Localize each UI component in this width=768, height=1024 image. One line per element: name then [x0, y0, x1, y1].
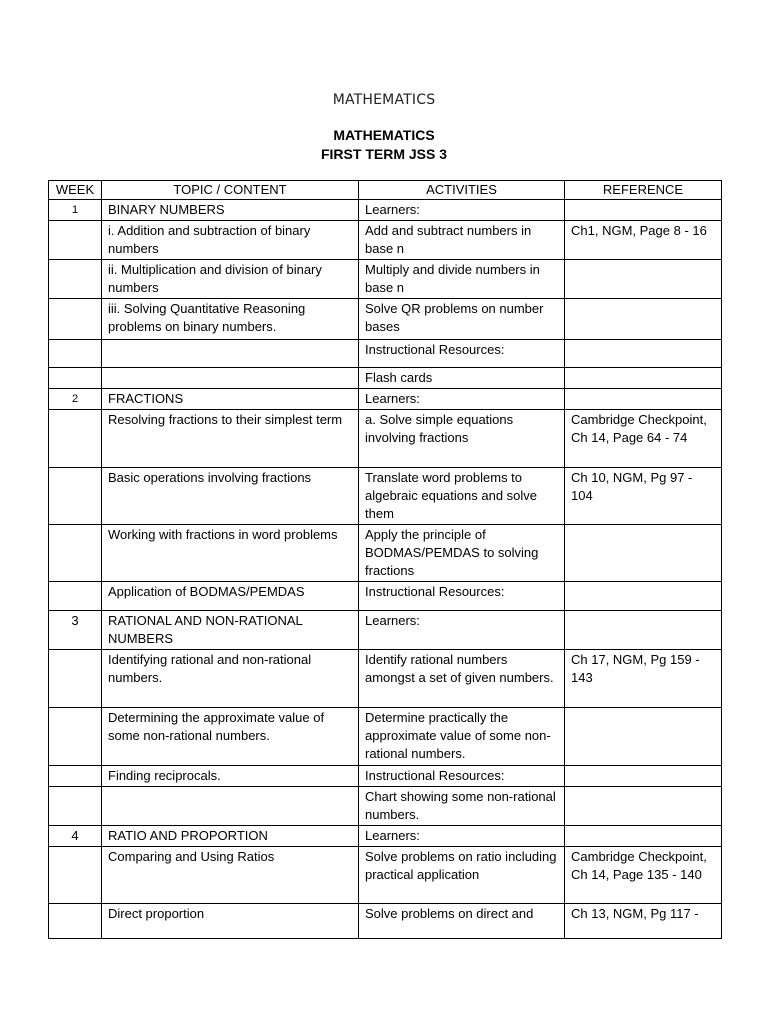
- week-cell: [49, 299, 102, 340]
- topic-cell: BINARY NUMBERS: [102, 200, 359, 221]
- table-row: [49, 582, 722, 611]
- column-header-week: WEEK: [49, 181, 102, 200]
- topic-cell: ii. Multiplication and division of binary numbers: [102, 260, 359, 299]
- topic-cell: FRACTIONS: [102, 389, 359, 410]
- week-cell: [49, 847, 102, 904]
- activity-cell: Determine practically the approximate value of some non-rational numbers.: [359, 708, 565, 766]
- reference-cell: Ch1, NGM, Page 8 - 16: [565, 221, 722, 260]
- reference-cell: [565, 582, 722, 611]
- topic-cell: Working with fractions in word problems: [102, 525, 359, 582]
- reference-cell: Cambridge Checkpoint, Ch 14, Page 135 - 140: [565, 847, 722, 904]
- reference-cell: [565, 826, 722, 847]
- table-header-row: [49, 181, 722, 200]
- reference-cell: [565, 299, 722, 340]
- activity-cell: Learners:: [359, 611, 565, 650]
- reference-cell: [565, 525, 722, 582]
- activity-cell: Learners:: [359, 200, 565, 221]
- topic-cell: iii. Solving Quantitative Reasoning problems on binary numbers.: [102, 299, 359, 340]
- topic-cell: Determining the approximate value of some non-rational numbers.: [102, 708, 359, 766]
- reference-cell: Ch 10, NGM, Pg 97 - 104: [565, 468, 722, 525]
- topic-cell: [102, 340, 359, 368]
- column-header-reference: REFERENCE: [565, 181, 722, 200]
- document-title: [0, 126, 768, 164]
- topic-cell: Direct proportion: [102, 904, 359, 939]
- reference-cell: [565, 200, 722, 221]
- week-cell: [49, 410, 102, 468]
- activity-cell: Solve QR problems on number bases: [359, 299, 565, 340]
- table-row: [49, 368, 722, 389]
- activity-cell: Instructional Resources:: [359, 766, 565, 787]
- week-cell: [49, 582, 102, 611]
- activity-cell: Instructional Resources:: [359, 340, 565, 368]
- table-row: [49, 260, 722, 299]
- table-row: [49, 200, 722, 221]
- topic-cell: i. Addition and subtraction of binary numbers: [102, 221, 359, 260]
- activity-cell: Solve problems on direct and: [359, 904, 565, 939]
- week-cell: 1: [49, 200, 102, 221]
- table-row: [49, 525, 722, 582]
- activity-cell: Flash cards: [359, 368, 565, 389]
- reference-cell: [565, 787, 722, 826]
- activity-cell: Apply the principle of BODMAS/PEMDAS to solving fractions: [359, 525, 565, 582]
- week-cell: [49, 708, 102, 766]
- week-cell: 3: [49, 611, 102, 650]
- activity-cell: Solve problems on ratio including practical application: [359, 847, 565, 904]
- reference-cell: Cambridge Checkpoint, Ch 14, Page 64 - 74: [565, 410, 722, 468]
- week-cell: [49, 468, 102, 525]
- column-header-topic: TOPIC / CONTENT: [102, 181, 359, 200]
- activity-cell: Add and subtract numbers in base n: [359, 221, 565, 260]
- page-header: MATHEMATICS: [332, 92, 436, 108]
- topic-cell: Resolving fractions to their simplest term: [102, 410, 359, 468]
- week-cell: [49, 340, 102, 368]
- topic-cell: Application of BODMAS/PEMDAS: [102, 582, 359, 611]
- activity-cell: a. Solve simple equations involving fractions: [359, 410, 565, 468]
- week-cell: [49, 650, 102, 708]
- week-cell: [49, 221, 102, 260]
- table-row: [49, 766, 722, 787]
- topic-cell: Identifying rational and non-rational numbers.: [102, 650, 359, 708]
- activity-cell: Multiply and divide numbers in base n: [359, 260, 565, 299]
- column-header-activities: ACTIVITIES: [359, 181, 565, 200]
- reference-cell: Ch 17, NGM, Pg 159 - 143: [565, 650, 722, 708]
- activity-cell: Chart showing some non-rational numbers.: [359, 787, 565, 826]
- activity-cell: Learners:: [359, 826, 565, 847]
- scheme-of-work-table: [48, 180, 722, 939]
- topic-cell: Finding reciprocals.: [102, 766, 359, 787]
- reference-cell: [565, 260, 722, 299]
- table-row: [49, 787, 722, 826]
- activity-cell: Learners:: [359, 389, 565, 410]
- reference-cell: [565, 766, 722, 787]
- topic-cell: [102, 787, 359, 826]
- table-row: [49, 650, 722, 708]
- topic-cell: Basic operations involving fractions: [102, 468, 359, 525]
- reference-cell: [565, 368, 722, 389]
- table-row: [49, 826, 722, 847]
- week-cell: [49, 787, 102, 826]
- reference-cell: Ch 13, NGM, Pg 117 -: [565, 904, 722, 939]
- table-row: [49, 299, 722, 340]
- reference-cell: [565, 708, 722, 766]
- topic-cell: Comparing and Using Ratios: [102, 847, 359, 904]
- week-cell: [49, 525, 102, 582]
- table-row: [49, 468, 722, 525]
- week-cell: [49, 904, 102, 939]
- reference-cell: [565, 340, 722, 368]
- table-row: [49, 847, 722, 904]
- table-row: [49, 410, 722, 468]
- week-cell: [49, 260, 102, 299]
- table-row: [49, 611, 722, 650]
- table-row: [49, 340, 722, 368]
- week-cell: 2: [49, 389, 102, 410]
- topic-cell: [102, 368, 359, 389]
- table-row: [49, 904, 722, 939]
- activity-cell: Translate word problems to algebraic equations and solve them: [359, 468, 565, 525]
- topic-cell: RATIONAL AND NON-RATIONAL NUMBERS: [102, 611, 359, 650]
- title-term: FIRST TERM JSS 3: [320, 146, 448, 162]
- week-cell: 4: [49, 826, 102, 847]
- table-row: [49, 389, 722, 410]
- topic-cell: RATIO AND PROPORTION: [102, 826, 359, 847]
- week-cell: [49, 368, 102, 389]
- reference-cell: [565, 611, 722, 650]
- activity-cell: Identify rational numbers amongst a set of given numbers.: [359, 650, 565, 708]
- week-cell: [49, 766, 102, 787]
- reference-cell: [565, 389, 722, 410]
- table-row: [49, 708, 722, 766]
- activity-cell: Instructional Resources:: [359, 582, 565, 611]
- title-subject: MATHEMATICS: [333, 127, 435, 143]
- table-row: [49, 221, 722, 260]
